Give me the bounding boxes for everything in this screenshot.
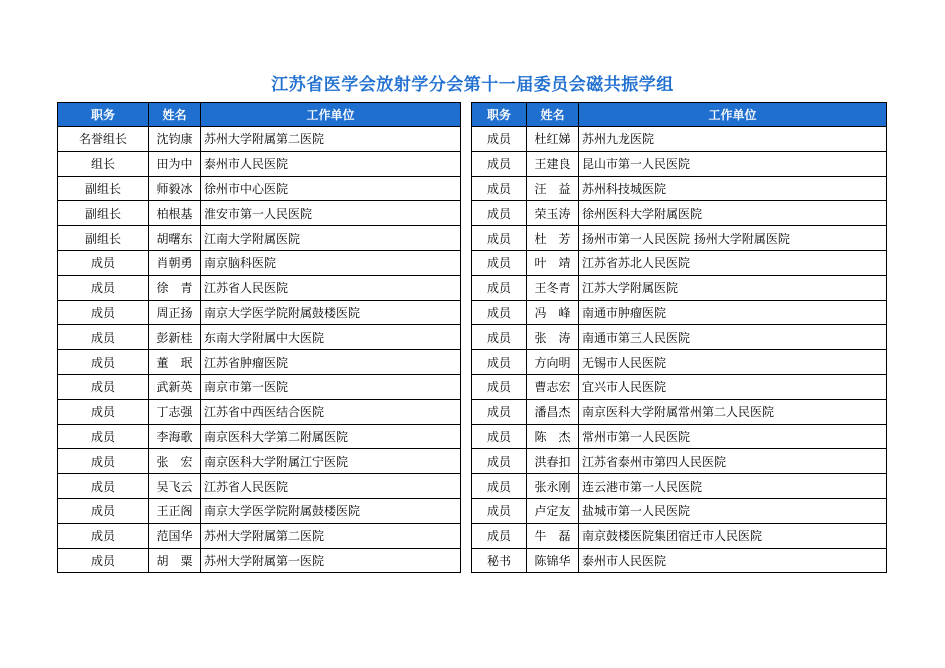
cell-name: 张 涛 [527, 325, 579, 350]
cell-name: 田为中 [149, 151, 201, 176]
header-name: 姓名 [527, 103, 579, 127]
cell-name: 曹志宏 [527, 374, 579, 399]
cell-position: 成员 [472, 275, 527, 300]
cell-name: 王冬青 [527, 275, 579, 300]
cell-name: 方向明 [527, 350, 579, 375]
table-row [58, 424, 461, 449]
table-header-row [58, 103, 461, 127]
cell-name: 潘昌杰 [527, 399, 579, 424]
table-row [472, 250, 887, 275]
header-unit: 工作单位 [201, 103, 461, 127]
cell-position: 成员 [472, 424, 527, 449]
table-row [472, 201, 887, 226]
cell-name: 李海歌 [149, 424, 201, 449]
cell-unit: 南京脑科医院 [201, 250, 461, 275]
cell-unit: 江苏省人民医院 [201, 474, 461, 499]
table-row [472, 548, 887, 573]
cell-unit: 连云港市第一人民医院 [579, 474, 887, 499]
roster-table-right [471, 102, 887, 573]
cell-unit: 泰州市人民医院 [201, 151, 461, 176]
cell-position: 成员 [472, 350, 527, 375]
cell-name: 吴飞云 [149, 474, 201, 499]
cell-unit: 江苏省泰州市第四人民医院 [579, 449, 887, 474]
cell-position: 成员 [472, 374, 527, 399]
cell-position: 成员 [58, 325, 149, 350]
header-unit: 工作单位 [579, 103, 887, 127]
cell-name: 洪春扣 [527, 449, 579, 474]
cell-position: 成员 [472, 399, 527, 424]
cell-name: 杜 芳 [527, 226, 579, 251]
cell-unit: 江苏大学附属医院 [579, 275, 887, 300]
cell-name: 胡曙东 [149, 226, 201, 251]
cell-unit: 扬州市第一人民医院 扬州大学附属医院 [579, 226, 887, 251]
table-row [58, 474, 461, 499]
cell-position: 组长 [58, 151, 149, 176]
cell-position: 成员 [58, 548, 149, 573]
cell-position: 成员 [472, 250, 527, 275]
cell-name: 张 宏 [149, 449, 201, 474]
cell-name: 杜红娣 [527, 127, 579, 152]
cell-position: 成员 [472, 498, 527, 523]
table-row [472, 151, 887, 176]
cell-name: 胡 粟 [149, 548, 201, 573]
table-row [58, 498, 461, 523]
cell-name: 丁志强 [149, 399, 201, 424]
page-title: 江苏省医学会放射学分会第十一届委员会磁共振学组 [271, 75, 674, 95]
table-row [58, 449, 461, 474]
cell-position: 成员 [472, 449, 527, 474]
table-row [472, 176, 887, 201]
cell-position: 成员 [472, 127, 527, 152]
cell-unit: 苏州大学附属第二医院 [201, 523, 461, 548]
cell-unit: 江南大学附属医院 [201, 226, 461, 251]
cell-position: 成员 [58, 374, 149, 399]
cell-position: 成员 [472, 151, 527, 176]
table-row [472, 374, 887, 399]
table-row [58, 275, 461, 300]
cell-unit: 无锡市人民医院 [579, 350, 887, 375]
cell-position: 成员 [58, 350, 149, 375]
cell-unit: 常州市第一人民医院 [579, 424, 887, 449]
table-row [58, 201, 461, 226]
cell-name: 牛 磊 [527, 523, 579, 548]
cell-unit: 盐城市第一人民医院 [579, 498, 887, 523]
cell-position: 成员 [58, 523, 149, 548]
cell-name: 董 珉 [149, 350, 201, 375]
header-position: 职务 [58, 103, 149, 127]
table-row [472, 474, 887, 499]
cell-name: 陈 杰 [527, 424, 579, 449]
cell-position: 成员 [58, 300, 149, 325]
cell-name: 沈钧康 [149, 127, 201, 152]
header-position: 职务 [472, 103, 527, 127]
table-row [58, 226, 461, 251]
cell-unit: 徐州医科大学附属医院 [579, 201, 887, 226]
table-row [58, 127, 461, 152]
cell-unit: 南京大学医学院附属鼓楼医院 [201, 498, 461, 523]
cell-unit: 宜兴市人民医院 [579, 374, 887, 399]
cell-unit: 苏州科技城医院 [579, 176, 887, 201]
cell-name: 冯 峰 [527, 300, 579, 325]
cell-position: 成员 [58, 275, 149, 300]
cell-position: 成员 [472, 325, 527, 350]
table-row [58, 374, 461, 399]
cell-unit: 南京医科大学附属江宁医院 [201, 449, 461, 474]
cell-name: 彭新桂 [149, 325, 201, 350]
table-row [58, 548, 461, 573]
cell-position: 成员 [58, 250, 149, 275]
table-row [472, 226, 887, 251]
table-row [472, 424, 887, 449]
cell-name: 荣玉涛 [527, 201, 579, 226]
table-row [58, 176, 461, 201]
cell-unit: 南通市肿瘤医院 [579, 300, 887, 325]
cell-position: 成员 [472, 226, 527, 251]
cell-position: 成员 [58, 399, 149, 424]
cell-name: 汪 益 [527, 176, 579, 201]
cell-name: 师毅冰 [149, 176, 201, 201]
table-row [472, 300, 887, 325]
cell-position: 成员 [58, 498, 149, 523]
table-row [58, 151, 461, 176]
cell-unit: 苏州九龙医院 [579, 127, 887, 152]
cell-position: 成员 [472, 474, 527, 499]
cell-unit: 徐州市中心医院 [201, 176, 461, 201]
table-row [472, 127, 887, 152]
table-row [58, 325, 461, 350]
cell-position: 成员 [472, 300, 527, 325]
cell-name: 周正扬 [149, 300, 201, 325]
cell-unit: 昆山市第一人民医院 [579, 151, 887, 176]
cell-name: 叶 靖 [527, 250, 579, 275]
cell-position: 副组长 [58, 226, 149, 251]
cell-unit: 苏州大学附属第一医院 [201, 548, 461, 573]
table-row [58, 399, 461, 424]
cell-unit: 江苏省中西医结合医院 [201, 399, 461, 424]
roster-table-left [57, 102, 461, 573]
cell-name: 徐 青 [149, 275, 201, 300]
cell-unit: 江苏省肿瘤医院 [201, 350, 461, 375]
cell-position: 成员 [58, 474, 149, 499]
table-row [472, 498, 887, 523]
cell-name: 肖朝勇 [149, 250, 201, 275]
cell-name: 柏根基 [149, 201, 201, 226]
cell-name: 王正阁 [149, 498, 201, 523]
cell-unit: 南京医科大学第二附属医院 [201, 424, 461, 449]
table-row [472, 350, 887, 375]
cell-position: 秘书 [472, 548, 527, 573]
table-row [58, 300, 461, 325]
cell-name: 陈锦华 [527, 548, 579, 573]
cell-name: 卢定友 [527, 498, 579, 523]
cell-position: 成员 [472, 176, 527, 201]
cell-unit: 南京医科大学附属常州第二人民医院 [579, 399, 887, 424]
cell-unit: 南京大学医学院附属鼓楼医院 [201, 300, 461, 325]
cell-unit: 苏州大学附属第二医院 [201, 127, 461, 152]
cell-position: 成员 [472, 523, 527, 548]
cell-unit: 江苏省苏北人民医院 [579, 250, 887, 275]
cell-position: 成员 [472, 201, 527, 226]
header-name: 姓名 [149, 103, 201, 127]
cell-name: 武新英 [149, 374, 201, 399]
cell-position: 副组长 [58, 201, 149, 226]
cell-position: 成员 [58, 424, 149, 449]
cell-unit: 南京鼓楼医院集团宿迁市人民医院 [579, 523, 887, 548]
table-row [472, 523, 887, 548]
table-row [472, 399, 887, 424]
cell-name: 张永刚 [527, 474, 579, 499]
table-row [472, 275, 887, 300]
table-row [58, 523, 461, 548]
table-header-row [472, 103, 887, 127]
cell-unit: 东南大学附属中大医院 [201, 325, 461, 350]
cell-unit: 泰州市人民医院 [579, 548, 887, 573]
cell-unit: 淮安市第一人民医院 [201, 201, 461, 226]
table-row [472, 449, 887, 474]
table-row [58, 350, 461, 375]
cell-position: 副组长 [58, 176, 149, 201]
cell-name: 范国华 [149, 523, 201, 548]
table-row [58, 250, 461, 275]
cell-position: 名誉组长 [58, 127, 149, 152]
cell-unit: 江苏省人民医院 [201, 275, 461, 300]
cell-unit: 南京市第一医院 [201, 374, 461, 399]
table-row [472, 325, 887, 350]
cell-position: 成员 [58, 449, 149, 474]
cell-name: 王建良 [527, 151, 579, 176]
cell-unit: 南通市第三人民医院 [579, 325, 887, 350]
